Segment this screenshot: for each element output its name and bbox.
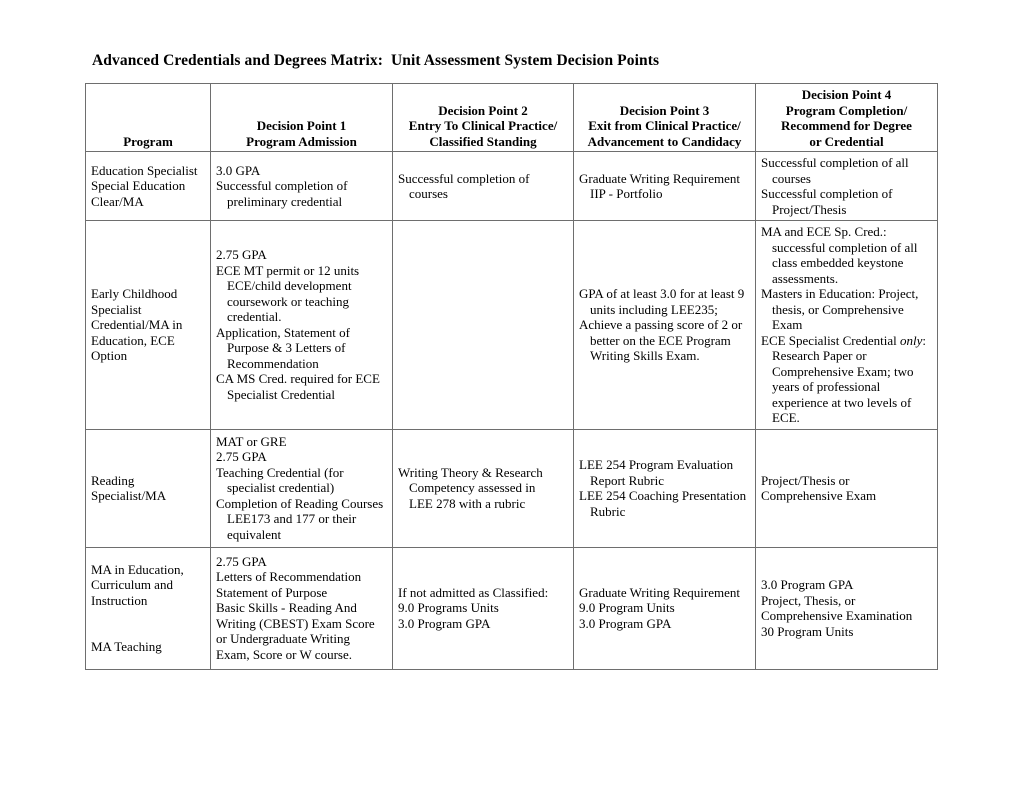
text-line: Early Childhood (91, 286, 178, 301)
text-line: Project/Thesis or (761, 472, 850, 488)
text-line: Credential/MA in (91, 317, 183, 332)
table-cell (211, 152, 393, 221)
text-line: ECE/child development (227, 278, 352, 294)
text-line: or Undergraduate Writing (216, 631, 351, 647)
table-body (86, 152, 938, 670)
text-line: Masters in Education: Project, (761, 286, 919, 301)
text-line: Exam (772, 317, 803, 332)
text-line: Exam, Score or W course. (216, 646, 352, 662)
table-cell (574, 547, 756, 669)
text-line: equivalent (227, 526, 282, 542)
text-line: 2.75 GPA (216, 247, 267, 263)
header-line: Recommend for Degree (781, 118, 912, 133)
column-header-decision-point-1 (211, 84, 393, 152)
text-line: experience at two levels of (772, 394, 912, 410)
text-line: LEE173 and 177 or their (227, 511, 357, 527)
page-title: Advanced Credentials and Degrees Matrix: Unit Assessment System Decision Points (92, 52, 660, 69)
table-row (86, 547, 938, 669)
text-line: IIP - Portfolio (590, 186, 663, 201)
text-line: Project, Thesis, or (761, 592, 856, 608)
text-line: MA in Education, (91, 561, 184, 577)
header-row (86, 84, 938, 152)
table-cell (211, 547, 393, 669)
program-cell (86, 547, 211, 669)
text-line: Writing Theory & Research (398, 464, 543, 480)
text-line: MAT or GRE (216, 433, 287, 449)
text-line: Report Rubric (590, 472, 665, 488)
table-cell (756, 547, 938, 669)
header-line: Classified Standing (429, 133, 537, 149)
text-line: Writing (CBEST) Exam Score (216, 615, 375, 631)
text-line: 3.0 Program GPA (398, 615, 491, 631)
text-line: Project/Thesis (772, 201, 847, 217)
text-line: Successful completion of (761, 186, 893, 201)
header-line: Program Admission (246, 133, 357, 149)
credentials-matrix-table (85, 83, 938, 670)
header-line: Exit from Clinical Practice/ (588, 118, 741, 133)
text-line: 9.0 Programs Units (398, 600, 499, 616)
header-line: Program Completion/ (785, 102, 908, 118)
table-cell (756, 152, 938, 221)
text-line: Instruction (91, 592, 148, 608)
text-line: Graduate Writing Requirement (579, 170, 740, 186)
text-line: Comprehensive Examination (761, 608, 913, 623)
text-line: 3.0 Program GPA (761, 577, 854, 592)
text-line: Specialist/MA (91, 488, 167, 503)
text-line: Reading (91, 472, 135, 488)
text-line: MA Teaching (91, 639, 162, 654)
text-line: Purpose & 3 Letters of (227, 340, 346, 356)
text-line: Education Specialist (91, 162, 198, 178)
table-cell (393, 221, 574, 430)
header-line: Decision Point 3 (619, 102, 710, 118)
table-cell (211, 429, 393, 547)
text-line: Achieve a passing score of 2 or (579, 317, 743, 332)
text-line: Specialist Credential (227, 386, 335, 402)
table-cell (574, 429, 756, 547)
table-cell (756, 429, 938, 547)
text-line: Writing Skills Exam. (590, 348, 700, 363)
program-cell (86, 152, 211, 221)
text-line: Teaching Credential (for (216, 464, 344, 480)
text-line: Application, Statement of (216, 324, 350, 340)
text-line (91, 624, 205, 640)
header-line: Program (123, 133, 173, 149)
text-line: LEE 278 with a rubric (409, 495, 526, 511)
header-line: Decision Point 1 (256, 118, 347, 133)
table-cell (393, 547, 574, 669)
program-cell (86, 221, 211, 430)
column-header-decision-point-4 (756, 84, 938, 152)
table-row (86, 152, 938, 221)
text-line: assessments. (772, 270, 839, 286)
text-line: class embedded keystone (772, 255, 904, 270)
text-line: MA and ECE Sp. Cred.: (761, 224, 887, 239)
text-line: Comprehensive Exam (761, 488, 877, 503)
text-line: If not admitted as Classified: (398, 584, 549, 600)
table-cell (756, 221, 938, 430)
text-line: successful completion of all (772, 239, 918, 255)
text-line: Specialist (91, 301, 142, 317)
text-line: coursework or teaching (227, 293, 350, 309)
text-line: LEE 254 Coaching Presentation (579, 488, 747, 503)
text-line: 3.0 Program GPA (579, 615, 672, 631)
text-line: courses (772, 170, 811, 186)
text-line: Basic Skills - Reading And (216, 600, 357, 616)
text-line: Successful completion of (216, 178, 348, 194)
text-line: Comprehensive Exam; two (772, 363, 914, 379)
table-cell (393, 152, 574, 221)
header-line: Entry To Clinical Practice/ (408, 118, 558, 133)
text-line: ECE. (772, 410, 800, 425)
text-line: credential. (227, 309, 282, 325)
header-line: or Credential (809, 133, 884, 149)
text-line: 3.0 GPA (216, 162, 261, 178)
text-line: Research Paper or (772, 348, 867, 363)
text-line: GPA of at least 3.0 for at least 9 (579, 286, 745, 301)
table-row (86, 429, 938, 547)
text-line: CA MS Cred. required for ECE (216, 371, 380, 387)
table-cell (211, 221, 393, 430)
program-cell (86, 429, 211, 547)
table-header (86, 84, 938, 152)
text-line: Special Education (91, 178, 186, 194)
text-line: 9.0 Program Units (579, 600, 675, 616)
text-line: Completion of Reading Courses (216, 495, 384, 511)
text-line: Letters of Recommendation (216, 569, 362, 585)
text-line: years of professional (772, 379, 881, 394)
text-line: Recommendation (227, 355, 319, 371)
text-line: better on the ECE Program (590, 332, 731, 348)
column-header-decision-point-2 (393, 84, 574, 152)
text-line: units including LEE235; (590, 301, 718, 317)
table-row (86, 221, 938, 430)
text-line: Option (91, 348, 128, 363)
text-line: Competency assessed in (409, 480, 536, 496)
text-line: Successful completion of (398, 170, 530, 186)
text-line (91, 608, 205, 624)
text-line: preliminary credential (227, 193, 343, 209)
text-line: ECE MT permit or 12 units (216, 262, 360, 278)
table-cell (574, 221, 756, 430)
table-cell (574, 152, 756, 221)
header-line: Decision Point 4 (801, 87, 892, 102)
text-line: Successful completion of all (761, 155, 909, 170)
header-line: Advancement to Candidacy (587, 133, 742, 149)
text-line: Statement of Purpose (216, 584, 328, 600)
text-line: ECE Specialist Credential only: (761, 332, 927, 348)
text-line: 2.75 GPA (216, 449, 267, 465)
column-header-program (86, 84, 211, 152)
text-line: Clear/MA (91, 193, 144, 209)
text-line: thesis, or Comprehensive (772, 301, 904, 317)
column-header-decision-point-3 (574, 84, 756, 152)
text-line: Curriculum and (91, 577, 173, 592)
text-line: Rubric (590, 503, 626, 519)
text-line: Education, ECE (91, 332, 175, 348)
text-line: LEE 254 Program Evaluation (579, 457, 734, 472)
text-line: specialist credential) (227, 480, 335, 496)
text-line: courses (409, 186, 448, 201)
header-line: Decision Point 2 (438, 102, 528, 118)
text-line: 30 Program Units (761, 623, 854, 639)
text-line: Graduate Writing Requirement (579, 584, 740, 600)
text-line: 2.75 GPA (216, 553, 267, 569)
table-cell (393, 429, 574, 547)
